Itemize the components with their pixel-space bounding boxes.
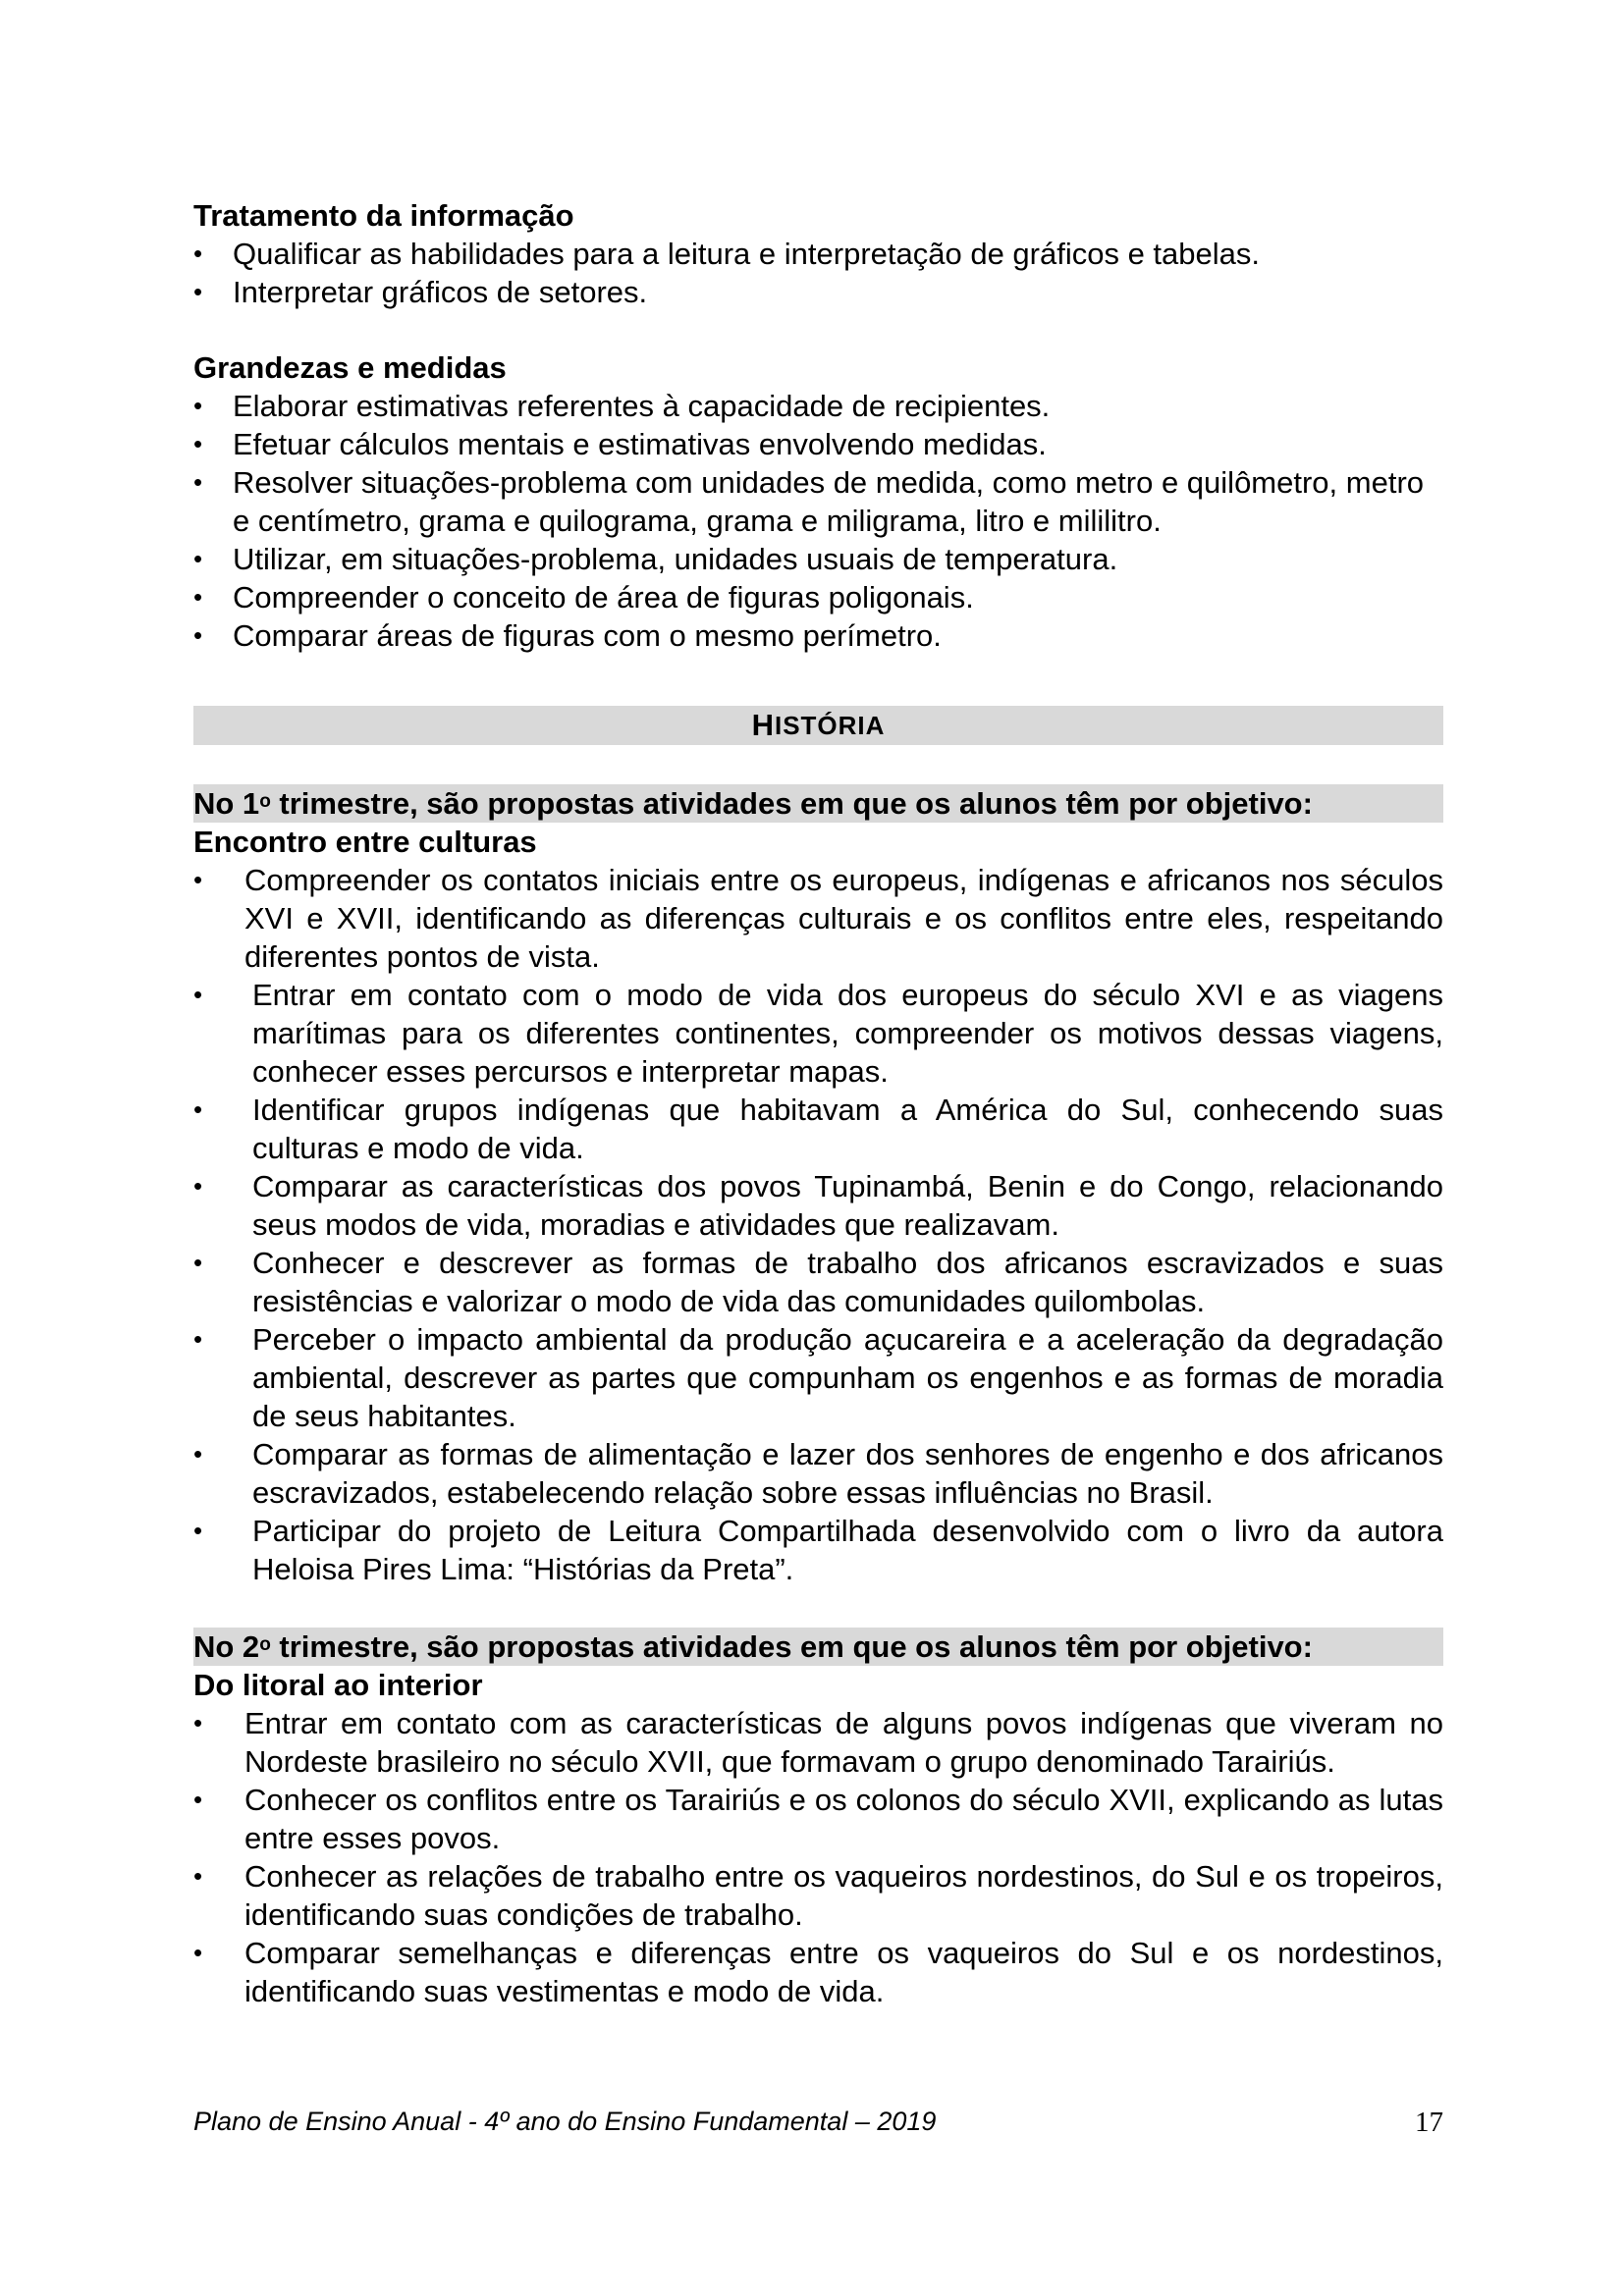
list-item: • Utilizar, em situações-problema, unidades usuais de temperatura. bbox=[193, 540, 1443, 578]
list-trimester-1 bbox=[193, 861, 1443, 976]
list-item: • Comparar as formas de alimentação e lazer dos senhores de engenho e dos africanos escravizados, estabelecendo relação sobre essas influências no Brasil. bbox=[193, 1435, 1443, 1512]
list-item: • Conhecer e descrever as formas de trabalho dos africanos escravizados e suas resistências e valorizar o modo de vida das comunidades quilombolas. bbox=[193, 1244, 1443, 1320]
page-footer bbox=[193, 2107, 1443, 2137]
list-item: • Qualificar as habilidades para a leitura e interpretação de gráficos e tabelas. bbox=[193, 235, 1443, 273]
list-item: • Conhecer os conflitos entre os Tarairiús e os colonos do século XVII, explicando as lutas entre esses povos. bbox=[193, 1781, 1443, 1857]
trimester-2-heading: No 2$^o$ trimestre, são propostas atividades em que os alunos têm por objetivo: bbox=[193, 1628, 1443, 1666]
list-item: • Identificar grupos indígenas que habitavam a América do Sul, conhecendo suas culturas e modo de vida. bbox=[193, 1091, 1443, 1167]
list-item: • Conhecer as relações de trabalho entre os vaqueiros nordestinos, do Sul e os tropeiros, identificando suas condições de trabalho. bbox=[193, 1857, 1443, 1934]
section-title-grandezas: Grandezas e medidas bbox=[193, 350, 507, 385]
list-trimester-2 bbox=[193, 1704, 1443, 2010]
list-grandezas bbox=[193, 387, 1443, 655]
historia-rest: ISTÓRIA bbox=[774, 710, 886, 740]
page-content bbox=[193, 196, 1443, 2010]
list-item: • Efetuar cálculos mentais e estimativas envolvendo medidas. bbox=[193, 425, 1443, 463]
list-item: • Resolver situações-problema com unidades de medida, como metro e quilômetro, metro e centímetro, grama e quilograma, grama e miligrama, litro e mililitro. bbox=[193, 463, 1443, 540]
list-item: • Compreender os contatos iniciais entre os europeus, indígenas e africanos nos séculos XVI e XVII, identificando as diferenças culturais e os conflitos entre eles, respeitando diferentes pontos de vista. bbox=[193, 861, 1443, 976]
list-item: • Elaborar estimativas referentes à capacidade de recipientes. bbox=[193, 387, 1443, 425]
list-item: • Compreender o conceito de área de figuras poligonais. bbox=[193, 578, 1443, 616]
page-number: 17 bbox=[1415, 2107, 1443, 2138]
list-item: • Comparar as características dos povos Tupinambá, Benin e do Congo, relacionando seus modos de vida, moradias e atividades que realizavam. bbox=[193, 1167, 1443, 1244]
list-tratamento bbox=[193, 235, 1443, 311]
list-trimester-1-cont bbox=[193, 976, 1443, 1588]
section-title-tratamento: Tratamento da informação bbox=[193, 198, 574, 233]
footer-text: Plano de Ensino Anual - 4º ano do Ensino Fundamental – 2019 bbox=[193, 2107, 937, 2136]
list-item: • Perceber o impacto ambiental da produção açucareira e a aceleração da degradação ambiental, descrever as partes que compunham os engenhos e as formas de moradia de seus habitantes. bbox=[193, 1320, 1443, 1435]
historia-header-bar bbox=[193, 706, 1443, 745]
trimester-2-title: Do litoral ao interior bbox=[193, 1668, 483, 1702]
list-item: • Comparar áreas de figuras com o mesmo perímetro. bbox=[193, 616, 1443, 655]
list-item: • Entrar em contato com o modo de vida dos europeus do século XVI e as viagens marítimas para os diferentes continentes, compreender os motivos dessas viagens, conhecer esses percursos e interpretar mapas. bbox=[193, 976, 1443, 1091]
trimester-1-heading: No 1$^o$ trimestre, são propostas atividades em que os alunos têm por objetivo: bbox=[193, 784, 1443, 823]
list-item: • Comparar semelhanças e diferenças entre os vaqueiros do Sul e os nordestinos, identificando suas vestimentas e modo de vida. bbox=[193, 1934, 1443, 2010]
historia-first-letter: H bbox=[751, 708, 775, 742]
list-item: • Participar do projeto de Leitura Compartilhada desenvolvido com o livro da autora Heloisa Pires Lima: “Histórias da Preta”. bbox=[193, 1512, 1443, 1588]
list-item: • Entrar em contato com as características de alguns povos indígenas que viveram no Nordeste brasileiro no século XVII, que formavam o grupo denominado Tarairiús. bbox=[193, 1704, 1443, 1781]
list-item: • Interpretar gráficos de setores. bbox=[193, 273, 1443, 311]
trimester-1-title: Encontro entre culturas bbox=[193, 825, 537, 859]
